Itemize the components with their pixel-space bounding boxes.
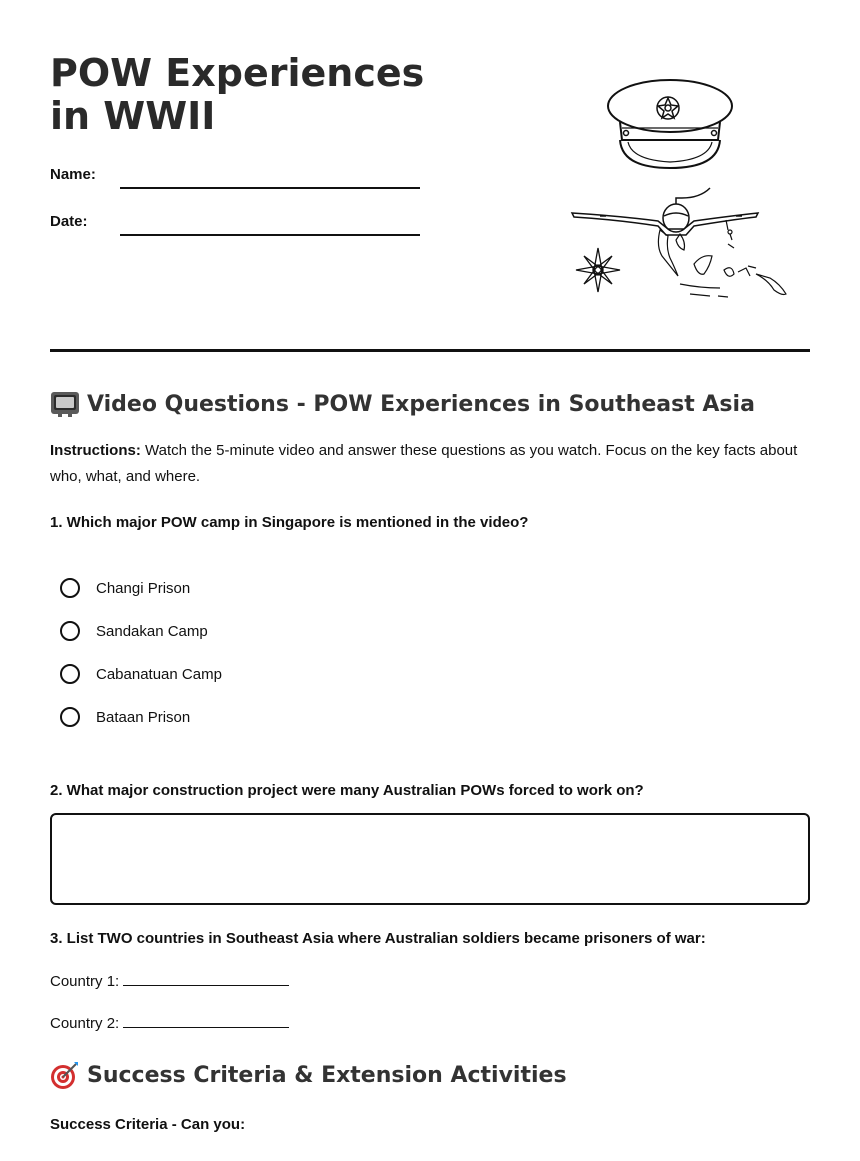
instructions-text: Watch the 5-minute video and answer these questions as you watch. Focus on the key facts about who, what, and where. <box>50 442 798 485</box>
option-label: Bataan Prison <box>96 708 191 726</box>
success-section-title: Success Criteria & Extension Activities <box>87 1062 567 1088</box>
country-2-label: Country 2: <box>50 1015 120 1032</box>
country-2-row <box>50 1013 289 1032</box>
option-changi-prison[interactable] <box>60 578 190 598</box>
option-label: Sandakan Camp <box>96 622 208 640</box>
question-1: 1. Which major POW camp in Singapore is mentioned in the video? <box>50 514 529 531</box>
success-section-heading <box>50 1060 567 1090</box>
question-3: 3. List TWO countries in Southeast Asia where Australian soldiers became prisoners of war: <box>50 930 706 947</box>
video-section-title: Video Questions - POW Experiences in Southeast Asia <box>87 391 755 417</box>
name-label: Name: <box>50 166 96 183</box>
video-section-heading <box>50 389 755 419</box>
country-1-row <box>50 971 289 990</box>
question-2: 2. What major construction project were many Australian POWs forced to work on? <box>50 782 644 799</box>
date-label: Date: <box>50 213 88 230</box>
radio-button[interactable] <box>60 664 80 684</box>
radio-button[interactable] <box>60 707 80 727</box>
success-criteria-subheading: Success Criteria - Can you: <box>50 1116 246 1133</box>
country-1-field[interactable] <box>123 971 289 986</box>
television-icon <box>50 389 80 419</box>
military-cap-icon <box>608 80 732 168</box>
instructions-lead: Instructions: <box>50 442 141 459</box>
option-cabanatuan-camp[interactable] <box>60 664 222 684</box>
option-sandakan-camp[interactable] <box>60 621 208 641</box>
pow-illustration <box>560 70 800 310</box>
option-bataan-prison[interactable] <box>60 707 190 727</box>
radio-button[interactable] <box>60 578 80 598</box>
header-divider <box>50 349 810 352</box>
radio-button[interactable] <box>60 621 80 641</box>
option-label: Changi Prison <box>96 579 191 597</box>
name-field[interactable] <box>120 187 420 189</box>
page-title: POW Experiences in WWII <box>50 51 425 138</box>
instructions <box>50 438 810 490</box>
question-2-answer[interactable] <box>50 813 810 905</box>
airplane-icon <box>572 188 758 235</box>
compass-rose-icon <box>576 248 620 292</box>
date-field[interactable] <box>120 234 420 236</box>
country-2-field[interactable] <box>123 1013 289 1028</box>
target-icon <box>50 1060 80 1090</box>
country-1-label: Country 1: <box>50 973 120 990</box>
option-label: Cabanatuan Camp <box>96 665 222 683</box>
